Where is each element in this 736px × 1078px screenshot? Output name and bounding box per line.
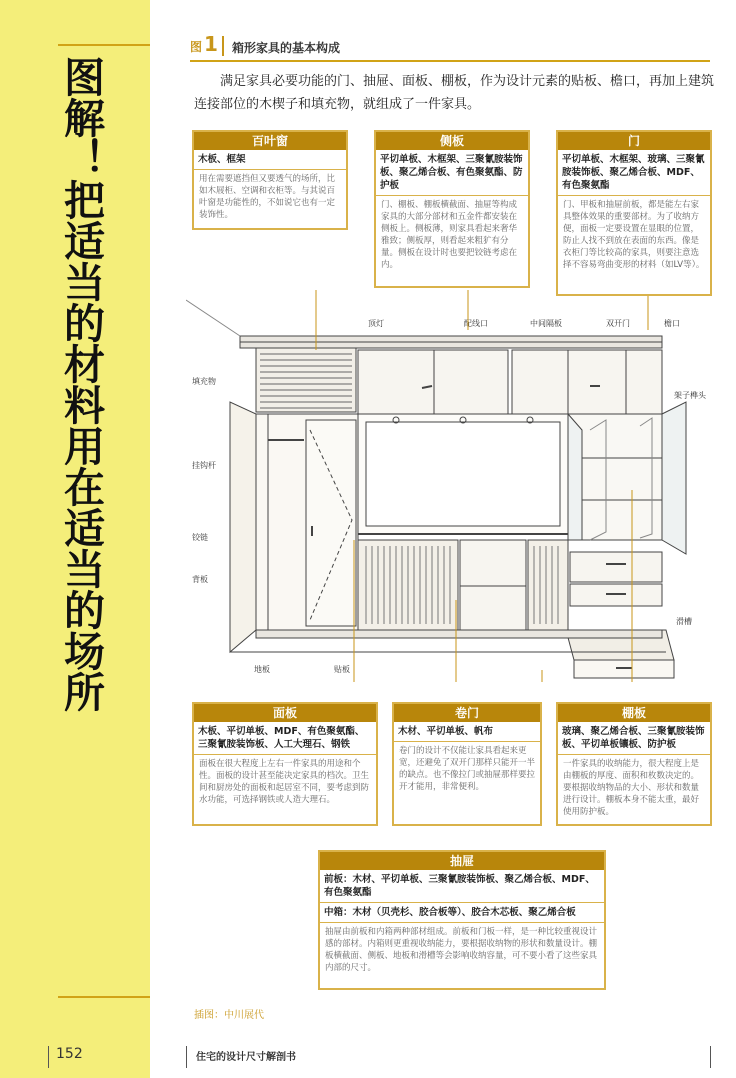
figure-number: 1 bbox=[204, 32, 218, 56]
top-panel-description: 面板在很大程度上左右一件家具的用途和个性。面板的设计甚至能决定家具的档次。卫生间和厨房处的面板和起居室不同，要考虑到防水功能，可选择钢铁或人造大理石。 bbox=[199, 759, 370, 805]
roll-door-description: 卷门的设计不仅能让家具看起来更宽，还避免了双开门那样只能开一半的缺点。也不像拉门或抽屉那样要拉开才能用，非常便利。 bbox=[399, 746, 536, 792]
drawer-front-materials: 前板：木材、平切单板、三聚氰胺装饰板、聚乙烯合板、MDF、有色聚氨酯 bbox=[320, 870, 604, 903]
callout-filler: 填充物 bbox=[192, 377, 216, 386]
shelf-description: 一件家具的收纳能力，很大程度上是由棚板的厚度、面积和枚数决定的。要根据收纳物品的大小、形状和数量进行设计。棚板本身不能太重，最好使用防护板。 bbox=[563, 759, 700, 817]
figure-rule bbox=[190, 60, 710, 62]
page-number: 152 bbox=[56, 1046, 83, 1062]
label-box-drawer bbox=[318, 850, 606, 990]
footer-divider-left bbox=[186, 1046, 187, 1068]
shelf-title: 棚板 bbox=[558, 704, 710, 722]
label-box-louver bbox=[192, 130, 348, 230]
callout-slide-rail: 滑槽 bbox=[676, 617, 692, 626]
top-panel-materials: 木板、平切单板、MDF、有色聚氨酯、三聚氰胺装饰板、人工大理石、钢铁 bbox=[194, 722, 376, 755]
louver-materials: 木板、框架 bbox=[194, 150, 346, 170]
label-box-side-panel bbox=[374, 130, 530, 288]
side-panel-materials: 平切单板、木框架、三聚氰胺装饰板、聚乙烯合板、有色聚氨酯、防护板 bbox=[376, 150, 528, 196]
side-panel-title: 侧板 bbox=[376, 132, 528, 150]
drawer-box-materials: 中箱：木材（贝壳杉、胶合板等）、胶合木芯板、聚乙烯合板 bbox=[320, 903, 604, 923]
door-description: 门、甲板和抽屉前板，都是能左右家具整体效果的重要部材。为了收纳方便，面板一定要设置在显眼的位置，防止人找不到放在表面的东西。像是衣柜门等比较高的家具，则要注意选择不容易弯曲变形的材料（如LV等）。 bbox=[563, 200, 705, 270]
callout-hinge: 铰链 bbox=[192, 533, 208, 542]
door-title: 门 bbox=[558, 132, 710, 150]
callout-hanging-rod: 挂钩杆 bbox=[192, 461, 216, 470]
figure-title: 箱形家具的基本构成 bbox=[232, 41, 341, 55]
callout-wiring-port: 配线口 bbox=[464, 319, 488, 328]
figure-separator bbox=[222, 36, 224, 56]
door-materials: 平切单板、木框架、玻璃、三聚氰胺装饰板、聚乙烯合板、MDF、有色聚氨酯 bbox=[558, 150, 710, 196]
callout-top-light: 顶灯 bbox=[368, 319, 384, 328]
sidebar-bottom-rule bbox=[58, 996, 150, 998]
chapter-title: 图解！把适当的材料用在适当的场所 bbox=[57, 56, 105, 712]
callout-back-panel: 背板 bbox=[192, 575, 208, 584]
label-box-shelf bbox=[556, 702, 712, 826]
label-box-roll-door bbox=[392, 702, 542, 826]
figure-label: 图 bbox=[190, 40, 203, 54]
louver-title: 百叶窗 bbox=[194, 132, 346, 150]
cabinet-diagram bbox=[186, 290, 716, 682]
label-box-door bbox=[556, 130, 712, 296]
intro-paragraph: 满足家具必要功能的门、抽屉、面板、棚板，作为设计元素的贴板、檐口，再加上建筑连接部位的木楔子和填充物，就组成了一件家具。 bbox=[194, 74, 715, 112]
callout-cornice: 檐口 bbox=[664, 319, 680, 328]
louver-description: 用在需要遮挡但又要透气的场所，比如木屐柜、空调和衣柜等。与其说百叶窗是功能性的，不如说它也有一定装饰性。 bbox=[199, 174, 336, 220]
footer-divider-right bbox=[710, 1046, 711, 1068]
roll-door-materials: 木材、平切单板、帆布 bbox=[394, 722, 540, 742]
page-number-divider bbox=[48, 1046, 49, 1068]
shelf-materials: 玻璃、聚乙烯合板、三聚氰胺装饰板、平切单板镶板、防护板 bbox=[558, 722, 710, 755]
callout-floor: 地板 bbox=[254, 665, 270, 674]
top-panel-title: 面板 bbox=[194, 704, 376, 722]
callout-shelf-tenon: 架子榫头 bbox=[674, 391, 706, 400]
side-panel-description: 门、棚板、棚板横截面、抽屉等构成家具的大部分部材和五金件都安装在侧板上。侧板薄，则家具看起来奢华雅致；侧板厚，则看起来粗犷有分量。侧板在设计时也要把铰链考虑在内。 bbox=[381, 200, 518, 270]
sidebar-top-rule bbox=[58, 44, 150, 46]
book-title: 住宅的设计尺寸解剖书 bbox=[196, 1052, 296, 1063]
callout-veneer: 贴板 bbox=[334, 665, 350, 674]
drawer-description: 抽屉由前板和内箱两种部材组成。前板和门板一样，是一种比较重视设计感的部材。内箱则更重视收纳能力，要根据收纳物的形状和数量设计。棚板横截面、侧板、地板和滑槽等会影响收纳容量，可不要小看了这些家具内部的尺寸。 bbox=[325, 927, 598, 973]
drawer-title: 抽屉 bbox=[320, 852, 604, 870]
roll-door-title: 卷门 bbox=[394, 704, 540, 722]
callout-middle-partition: 中间隔板 bbox=[530, 319, 562, 328]
label-box-top-panel bbox=[192, 702, 378, 826]
illustration-credit: 插图：中川展代 bbox=[194, 1010, 264, 1021]
callout-double-door: 双开门 bbox=[606, 319, 630, 328]
